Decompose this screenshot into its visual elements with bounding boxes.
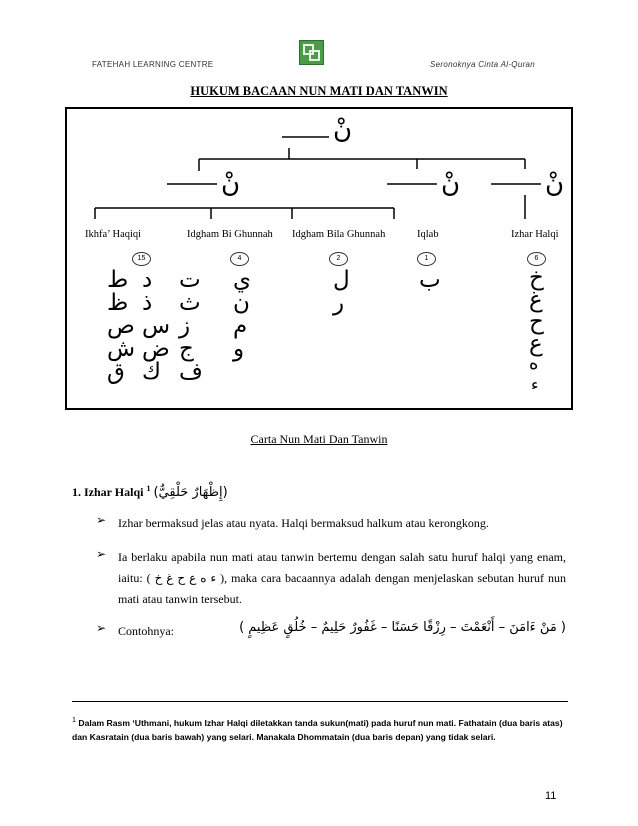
category-izhar-halqi: Izhar Halqi xyxy=(511,229,559,240)
top-nun-symbol: نْ xyxy=(333,115,353,145)
ikhfa-letter: ث xyxy=(179,290,201,316)
ikhfa-letter: ت xyxy=(179,267,201,293)
idgham-ghunnah-letter: ي xyxy=(233,267,252,293)
izhar-letter: ح xyxy=(529,309,544,335)
bullet-arrow-icon: ➢ xyxy=(96,513,107,527)
bullet-text: Ia berlaku apabila nun mati atau tanwin bertemu dengan salah satu huruf halqi yang enam, iaitu: ( ء ه ع ح غ خ ), maka cara bacaannya adalah dengan menjelaskan sebutan huruf nun mati atau tanwin tersebut. xyxy=(118,550,566,606)
right-nun-node: نْ xyxy=(545,169,565,199)
ikhfa-letter: ط xyxy=(107,267,129,293)
footnote xyxy=(72,713,568,744)
page-title: HUKUM BACAAN NUN MATI DAN TANWIN xyxy=(190,84,448,98)
left-nun-node: نْ xyxy=(221,169,241,199)
ikhfa-letter: ك xyxy=(142,359,161,385)
izhar-letter: ء xyxy=(531,375,539,394)
idgham-bila-letter: ر xyxy=(333,290,345,316)
izhar-letter: خ xyxy=(529,265,544,291)
count-iqlab: 1 xyxy=(417,252,436,266)
category-idgham-bi-ghunnah: Idgham Bi Ghunnah xyxy=(187,229,273,240)
footnote-divider xyxy=(72,701,568,702)
nun-mati-chart xyxy=(65,107,573,410)
count-ikhfa: 15 xyxy=(132,252,151,266)
ikhfa-letter: ش xyxy=(107,336,136,362)
category-idgham-bila-ghunnah: Idgham Bila Ghunnah xyxy=(292,229,386,240)
idgham-ghunnah-letter: و xyxy=(233,336,245,362)
count-idgham-bila-ghunnah: 2 xyxy=(329,252,348,266)
izhar-letter: غ xyxy=(529,287,543,313)
footnote-number: 1 xyxy=(72,716,76,724)
ikhfa-letter: ف xyxy=(179,359,203,385)
ikhfa-letter: ز xyxy=(179,313,191,339)
centre-logo xyxy=(299,40,324,65)
count-izhar: 6 xyxy=(527,252,546,266)
idgham-ghunnah-letter: م xyxy=(233,313,248,339)
ikhfa-letter: ض xyxy=(142,336,170,362)
mid-nun-node: نْ xyxy=(441,169,461,199)
ikhfa-letter: ج xyxy=(179,336,194,362)
ikhfa-letter: ذ xyxy=(142,290,153,316)
footnote-ref: 1 xyxy=(146,484,151,493)
bullet-arrow-icon: ➢ xyxy=(96,621,107,635)
izhar-letter: ه xyxy=(529,353,539,374)
header-right: Seronoknya Cinta Al-Quran xyxy=(430,60,536,69)
footnote-text: Dalam Rasm ‘Uthmani, hukum Izhar Halqi diletakkan tanda sukun(mati) pada huruf nun mati. Fathatain (dua baris atas) dan Kasratain (dua baris bawah) yang selari. Manakala Dhommatain (dua baris depan) yang tidak selari. xyxy=(72,717,563,742)
izhar-letter: ع xyxy=(529,331,543,357)
bullet-text: Contohnya: xyxy=(118,624,174,638)
count-idgham-bi-ghunnah: 4 xyxy=(230,252,249,266)
ikhfa-letter: س xyxy=(142,313,171,339)
ikhfa-letter: د xyxy=(142,267,153,293)
section-title: 1. Izhar Halqi xyxy=(72,485,144,499)
idgham-bila-letter: ل xyxy=(333,267,350,293)
ikhfa-letter: ص xyxy=(107,313,135,339)
example-arabic: ( مَنْ ءَامَنَ – أَنْعَمْتَ – رِزْقًا حَسَنًا – غَفُورٌ حَلِيمٌ – خُلُقٍ عَظِيمٍ ) xyxy=(239,620,566,635)
header-left: FATEHAH LEARNING CENTRE xyxy=(92,60,214,69)
category-iqlab: Iqlab xyxy=(417,229,439,240)
iqlab-letter: ب xyxy=(419,267,441,293)
bullet-arrow-icon: ➢ xyxy=(96,547,107,561)
section-arabic-term: (إِظْهَارٌ حَلْقِيٌّ) xyxy=(153,485,228,500)
idgham-ghunnah-letter: ن xyxy=(233,290,250,316)
section-heading xyxy=(72,484,228,500)
ikhfa-letter: ظ xyxy=(107,290,129,316)
ikhfa-letter: ق xyxy=(107,359,125,385)
page-number: 11 xyxy=(545,790,557,802)
category-ikhfa: Ikhfa’ Haqiqi xyxy=(85,229,142,240)
chart-caption: Carta Nun Mati Dan Tanwin xyxy=(250,432,388,446)
bullet-text: Izhar bermaksud jelas atau nyata. Halqi bermaksud halkum atau kerongkong. xyxy=(118,516,489,530)
